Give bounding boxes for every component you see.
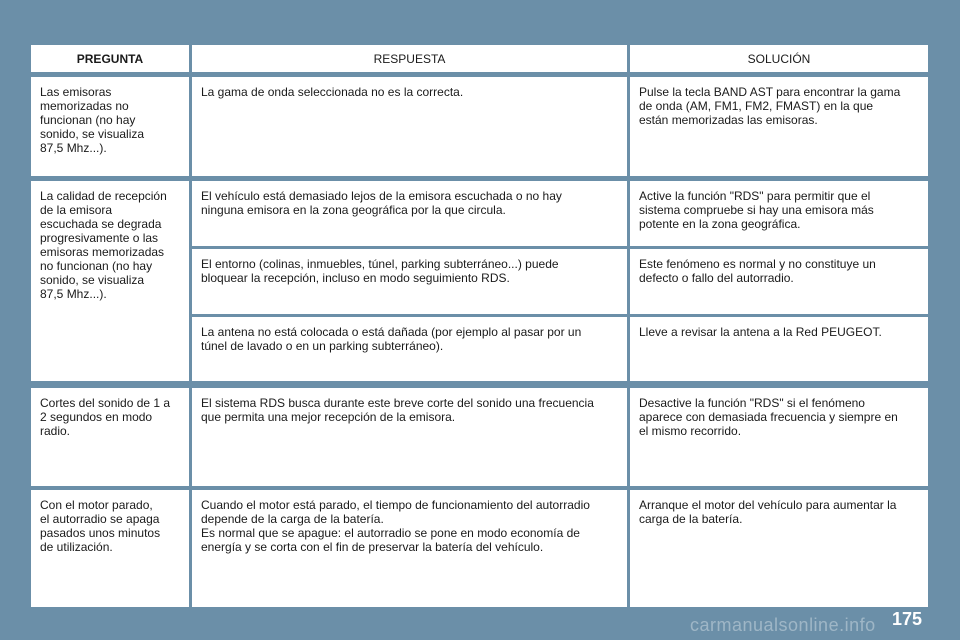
row4-question: Con el motor parado, el autorradio se apaga pasados unos minutos de utilización. xyxy=(31,490,189,607)
watermark: carmanualsonline.info xyxy=(690,615,876,635)
row3-solution: Desactive la función "RDS" si el fenómeno aparece con demasiada frecuencia y siempre en el mismo recorrido. xyxy=(630,388,928,486)
header-answer: RESPUESTA xyxy=(192,45,627,72)
row2-answer-3: La antena no está colocada o está dañada (por ejemplo al pasar por un túnel de lavado o en un parking subterráneo). xyxy=(192,317,627,381)
header-question: PREGUNTA xyxy=(31,45,189,72)
row3-question: Cortes del sonido de 1 a 2 segundos en modo radio. xyxy=(31,388,189,486)
row1-solution: Pulse la tecla BAND AST para encontrar la gama de onda (AM, FM1, FM2, FMAST) en la que están memorizadas las emisoras. xyxy=(630,77,928,176)
row3-answer: El sistema RDS busca durante este breve corte del sonido una frecuencia que permita una mejor recepción de la emisora. xyxy=(192,388,627,486)
row2-solution-3: Lleve a revisar la antena a la Red PEUGEOT. xyxy=(630,317,928,381)
row4-answer: Cuando el motor está parado, el tiempo de funcionamiento del autorradio depende de la carga de la batería. Es normal que se apague: el autorradio se pone en modo economía de energía y se corta con el fin de preservar la batería del vehículo. xyxy=(192,490,627,607)
header-solution: SOLUCIÓN xyxy=(630,45,928,72)
row4-solution: Arranque el motor del vehículo para aumentar la carga de la batería. xyxy=(630,490,928,607)
page-number: 175 xyxy=(891,609,922,629)
row1-question: Las emisoras memorizadas no funcionan (no hay sonido, se visualiza 87,5 Mhz...). xyxy=(31,77,189,176)
row1-answer: La gama de onda seleccionada no es la correcta. xyxy=(192,77,627,176)
row2-answer-1: El vehículo está demasiado lejos de la emisora escuchada o no hay ninguna emisora en la zona geográfica por la que circula. xyxy=(192,181,627,246)
row2-answer-2: El entorno (colinas, inmuebles, túnel, parking subterráneo...) puede bloquear la recepción, incluso en modo seguimiento RDS. xyxy=(192,249,627,314)
row2-solution-1: Active la función "RDS" para permitir que el sistema compruebe si hay una emisora más potente en la zona geográfica. xyxy=(630,181,928,246)
row2-solution-2: Este fenómeno es normal y no constituye un defecto o fallo del autorradio. xyxy=(630,249,928,314)
row2-question: La calidad de recepción de la emisora escuchada se degrada progresivamente o las emisoras memorizadas no funcionan (no hay sonido, se visualiza 87,5 Mhz...). xyxy=(31,181,189,381)
